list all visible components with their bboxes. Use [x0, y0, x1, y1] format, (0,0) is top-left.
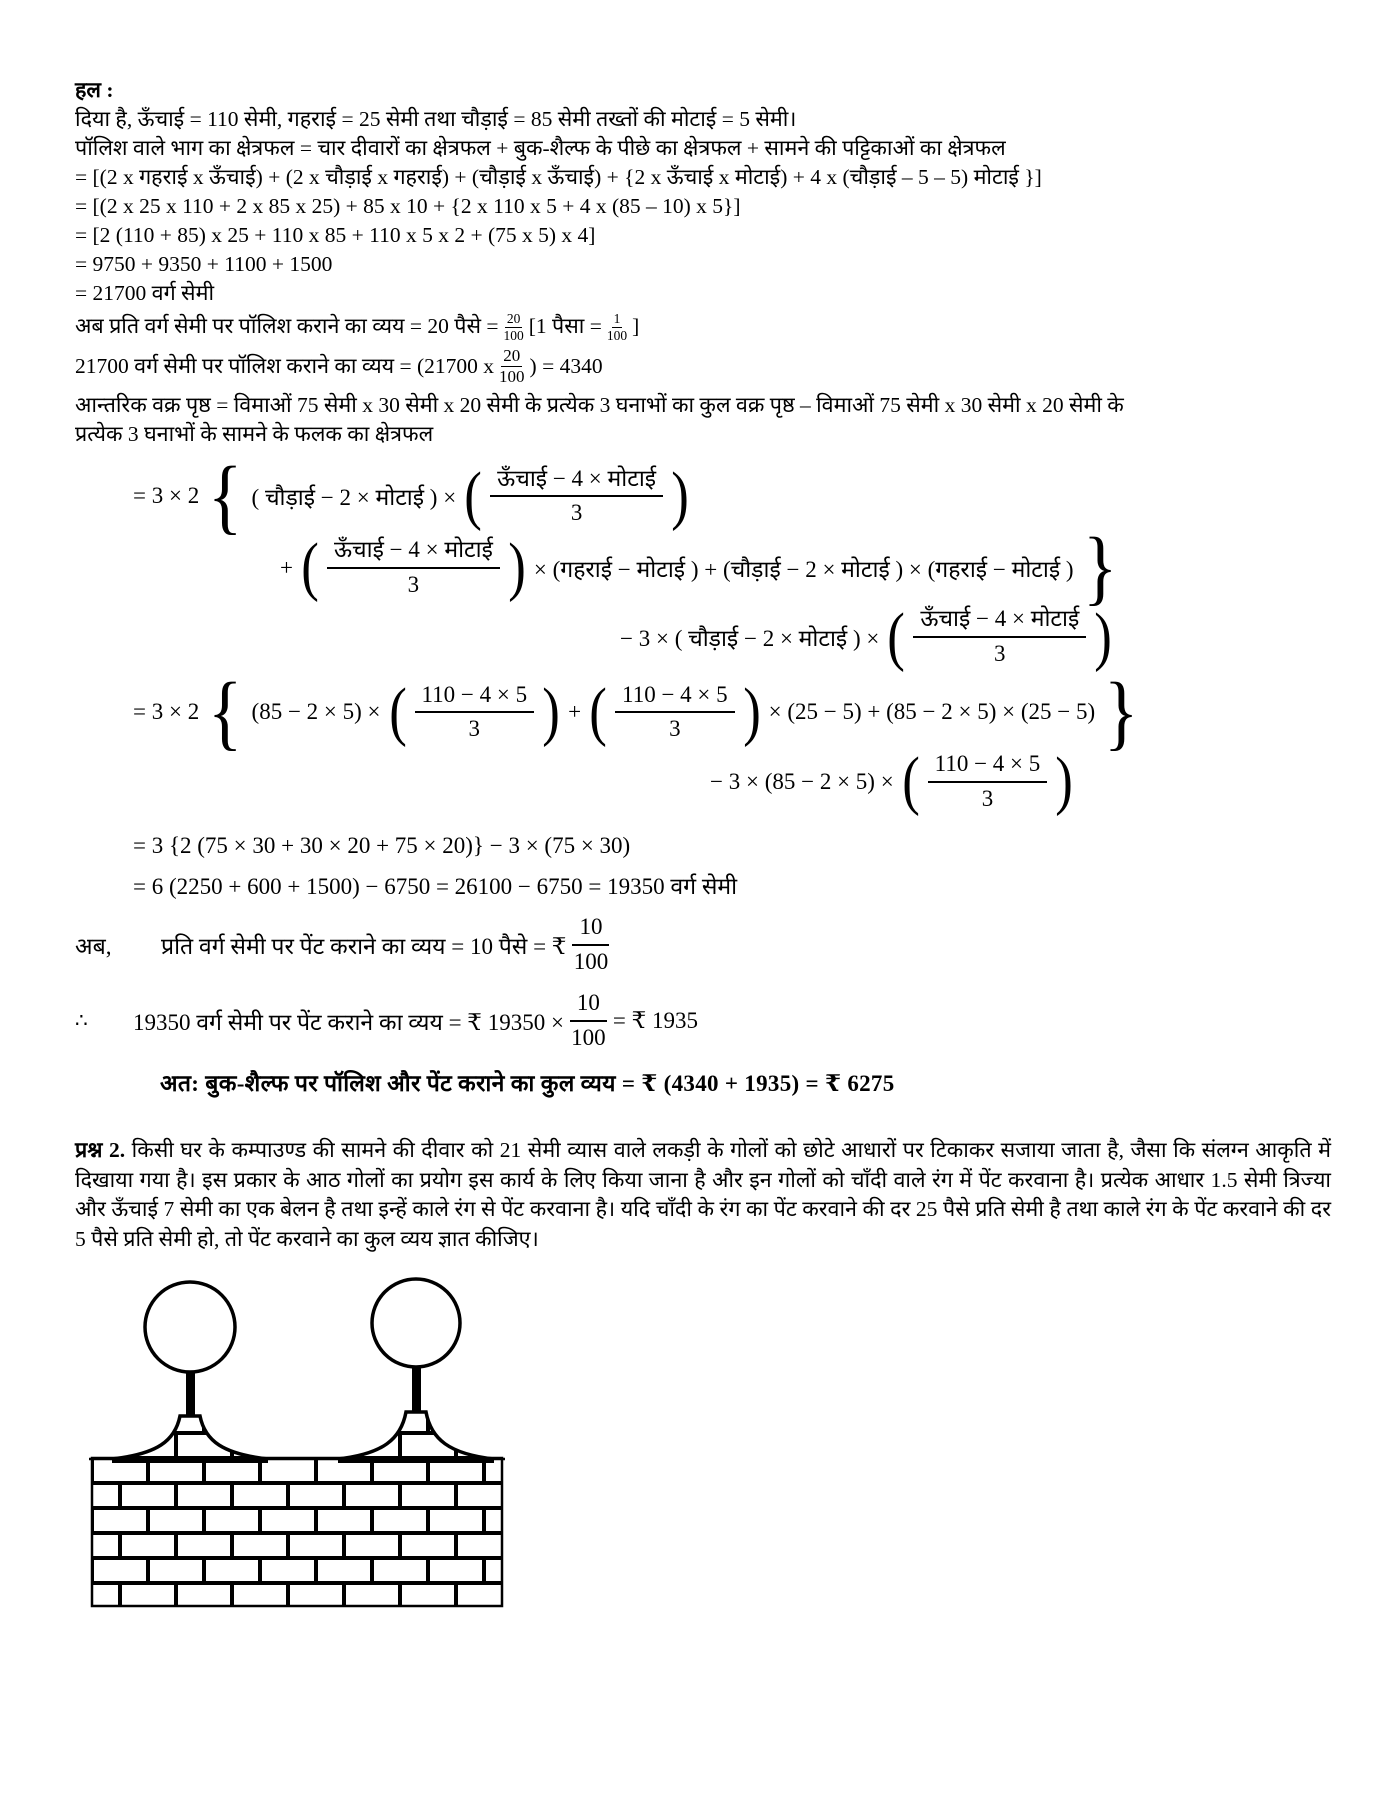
fraction-10-100: $\frac{10}{100}$	[571, 989, 606, 1050]
fraction-20-100-cost: $\frac{20}{100}$	[499, 346, 525, 387]
math-line-3	[620, 599, 1331, 673]
total-cost-line: अत: बुक-शैल्फ पर पॉलिश और पेंट कराने का कुल व्यय = ₹ (4340 + 1935) = ₹ 6275	[160, 1071, 895, 1097]
math-line-5	[710, 744, 1331, 818]
polish-rate-pre: अब प्रति वर्ग सेमी पर पॉलिश कराने का व्यय = 20 पैसे =	[75, 314, 499, 339]
given-line: दिया है, ऊँचाई = 110 सेमी, गहराई = 25 सेमी तथा चौड़ाई = 85 सेमी तख्तों की मोटाई = 5 सेमी।	[75, 107, 797, 131]
equation-1: = [(2 x गहराई x ऊँचाई) + (2 x चौड़ाई x गहराई) + (चौड़ाई x ऊँचाई) + {2 x ऊँचाई x मोटाई) + 4 x (चौड़ाई – 5 – 5) मोटाई }]	[75, 165, 1042, 189]
fraction-110-4x5: $\frac{110 - 4 \times 5}{3}$	[928, 750, 1048, 814]
fraction-110-4x5: $\frac{110 - 4 \times 5}{3}$	[615, 681, 735, 745]
therefore-symbol: ∴	[75, 1010, 88, 1033]
paint-rate-text: प्रति वर्ग सेमी पर पेंट कराने का व्यय = 10 पैसे = ₹	[161, 934, 567, 960]
right-sphere	[372, 1279, 460, 1367]
math-line-1-pre: = 3 × 2	[133, 483, 200, 509]
left-paren: (	[887, 599, 906, 673]
math-line-4	[133, 665, 1331, 759]
fraction-height-thickness: $\frac{\text{ऊँचाई − 4 × मोटाई}}{3}$	[327, 536, 500, 600]
inner-curved-surface-line-1: आन्तरिक वक्र पृष्ठ = विमाओं 75 सेमी x 30 सेमी x 20 सेमी के प्रत्येक 3 घनाभों का कुल वक्र पृष्ठ – विमाओं 75 सेमी x 30 सेमी x 20 सेमी के	[75, 392, 1124, 417]
inner-curved-surface-line-2: प्रत्येक 3 घनाभों के सामने के फलक का क्षेत्रफल	[75, 421, 434, 446]
equation-3: = [2 (110 + 85) x 25 + 110 x 85 + 110 x 5 x 2 + (75 x 5) x 4]	[75, 223, 596, 247]
left-brace: {	[208, 449, 243, 543]
left-sphere	[145, 1282, 235, 1372]
math-line-3-pre: − 3 × ( चौड़ाई − 2 × मोटाई ) ×	[620, 625, 880, 651]
polish-cost-line	[75, 346, 1331, 388]
right-pedestal-mound	[338, 1412, 494, 1459]
math-line-6	[133, 833, 1331, 859]
equation-5: = 21700 वर्ग सेमी	[75, 281, 215, 305]
math-line-2	[280, 521, 1331, 614]
right-cylinder-stand	[412, 1366, 421, 1413]
fraction-height-thickness: $\frac{\text{ऊँचाई − 4 × मोटाई}}{3}$	[490, 465, 663, 529]
math-line-4-seg1: (85 − 2 × 5) ×	[251, 699, 381, 725]
math-line-1-body: ( चौड़ाई − 2 × मोटाई ) ×	[251, 485, 457, 511]
polish-rate-post: ]	[632, 314, 640, 339]
right-paren: )	[742, 674, 761, 748]
math-line-6-text: = 3 {2 (75 × 30 + 30 × 20 + 75 × 20)} − 3 × (75 × 30)	[133, 833, 631, 859]
math-line-7	[133, 869, 1331, 901]
polish-rate-mid: [1 पैसा =	[528, 314, 602, 339]
brick-wall	[92, 1458, 502, 1606]
polish-rate-line	[75, 311, 1331, 343]
solution-heading: हल :	[75, 78, 114, 102]
math-line-7-text: = 6 (2250 + 600 + 1500) − 6750 = 26100 − 6750 = 19350 वर्ग सेमी	[133, 874, 738, 900]
paint-cost-text: 19350 वर्ग सेमी पर पेंट कराने का व्यय = ₹ 19350 ×	[133, 1009, 564, 1035]
math-line-1	[133, 449, 1331, 543]
left-paren: (	[301, 530, 319, 604]
now-label: अब,	[75, 934, 112, 960]
polish-cost-post: ) = 4340	[529, 354, 603, 379]
right-brace: }	[1082, 521, 1117, 614]
math-line-4-pre: = 3 × 2	[133, 699, 200, 725]
right-paren: )	[508, 530, 526, 604]
left-brace: {	[208, 665, 243, 759]
equation-4: = 9750 + 9350 + 1100 + 1500	[75, 252, 333, 276]
question-2-label: प्रश्न 2.	[75, 1138, 126, 1163]
display-math-block	[75, 449, 1331, 902]
fraction-110-4x5: $\frac{110 - 4 \times 5}{3}$	[415, 681, 535, 745]
math-line-4-seg2: × (25 − 5) + (85 − 2 × 5) × (25 − 5)	[768, 699, 1096, 725]
polish-cost-pre: 21700 वर्ग सेमी पर पॉलिश कराने का व्यय = (21700 x	[75, 354, 495, 379]
math-line-5-pre: − 3 × (85 − 2 × 5) ×	[710, 768, 894, 794]
left-paren: (	[388, 674, 407, 748]
question-2-text: किसी घर के कम्पाउण्ड की सामने की दीवार को 21 सेमी व्यास वाले लकड़ी के गोलों को छोटे आधारों पर टिकाकर सजाया जाता है, जैसा कि संलग्न आकृति में दिखाया गया है। इस प्रकार के आठ गोलों का प्रयोग इस कार्य के लिए किया जाना है और इन गोलों को चाँदी वाले रंग में पेंट करवाना है। प्रत्येक आधार 1.5 सेमी त्रिज्या और ऊँचाई 7 सेमी का एक बेलन है तथा इन्हें काले रंग से पेंट करवाना है। यदि चाँदी के रंग का पेंट करवाने की दर 25 पैसे प्रति सेमी है तथा काले रंग के पेंट करवाने की दर 5 पैसे प्रति सेमी हो, तो पेंट करवाने का कुल व्यय ज्ञात कीजिए।	[75, 1138, 1332, 1251]
paint-cost-result: = ₹ 1935	[612, 1007, 699, 1033]
math-line-4-plus: +	[568, 699, 582, 725]
right-paren: )	[671, 459, 689, 532]
left-cylinder-stand	[186, 1370, 195, 1417]
right-brace: }	[1104, 665, 1139, 759]
right-paren: )	[1055, 744, 1074, 818]
question2-figure	[87, 1276, 1331, 1621]
right-paren: )	[542, 674, 560, 748]
paint-rate-line	[75, 913, 1331, 977]
equation-2: = [(2 x 25 x 110 + 2 x 85 x 25) + 85 x 10 + {2 x 110 x 5 + 4 x (85 – 10) x 5}]	[75, 194, 741, 218]
fraction-20-100: $\frac{20}{100}$	[503, 311, 524, 343]
left-pedestal-mound	[112, 1416, 268, 1459]
math-line-2-plus: +	[280, 554, 293, 580]
spheres-on-brick-wall-figure	[87, 1276, 512, 1616]
fraction-10-100: $\frac{10}{100}$	[573, 914, 609, 975]
math-line-2-body: × (गहराई − मोटाई ) + (चौड़ाई − 2 × मोटाई ) × (गहराई − मोटाई )	[533, 556, 1074, 582]
polish-area-line: पॉलिश वाले भाग का क्षेत्रफल = चार दीवारों का क्षेत्रफल + बुक-शैल्फ के पीछे का क्षेत्रफल + सामने की पट्टिकाओं का क्षेत्रफल	[75, 136, 1006, 160]
paint-cost-line	[75, 989, 1331, 1053]
question-2-paragraph	[75, 1136, 1331, 1254]
left-paren: (	[464, 459, 482, 532]
left-paren: (	[901, 744, 920, 818]
right-paren: )	[1094, 599, 1113, 673]
fraction-1-100: $\frac{1}{100}$	[606, 311, 628, 343]
fraction-height-thickness: $\frac{\text{ऊँचाई − 4 × मोटाई}}{3}$	[913, 605, 1086, 669]
left-paren: (	[589, 674, 607, 748]
